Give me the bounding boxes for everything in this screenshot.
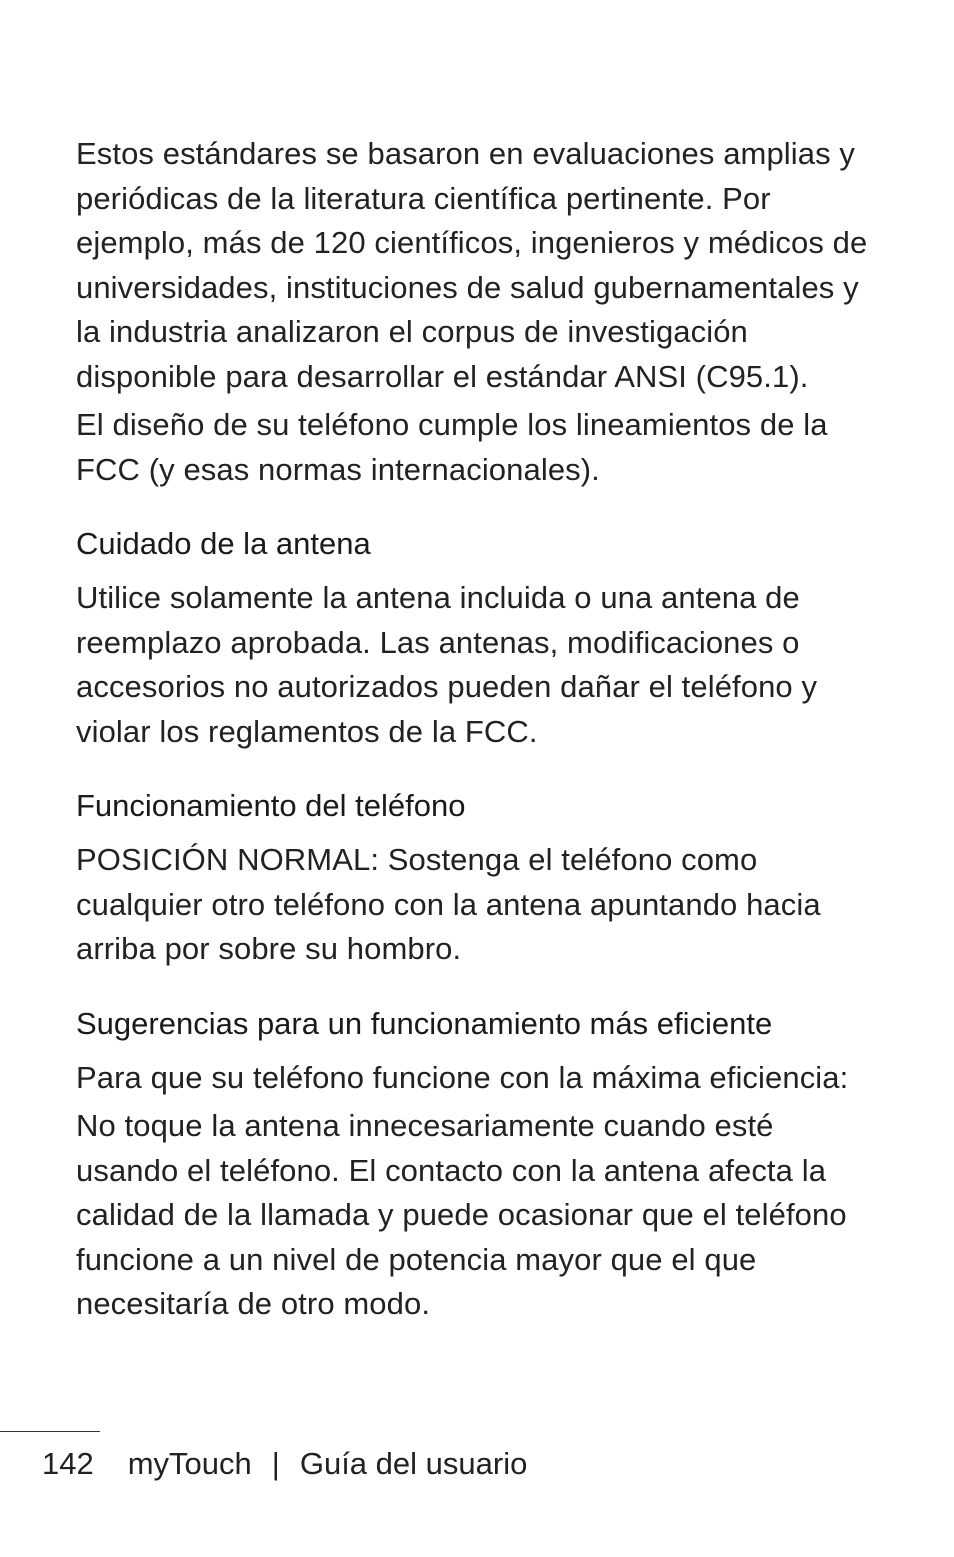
page-content <box>76 132 876 1331</box>
page-footer <box>42 1442 527 1486</box>
footer-guide-title: Guía del usuario <box>299 1446 528 1481</box>
paragraph-efficiency-intro: Para que su teléfono funcione con la máxima eficiencia: <box>76 1059 849 1095</box>
footer-separator: | <box>271 1446 280 1481</box>
paragraph-antenna-touch: No toque la antena innecesariamente cuando esté usando el teléfono. El contacto con la antena afecta la calidad de la llamada y puede ocasionar que el teléfono funcione a un nivel de potencia mayor que el que necesitaría de otro modo. <box>76 1108 847 1321</box>
footer-product: myTouch <box>127 1446 252 1481</box>
paragraph-fcc-compliance: El diseño de su teléfono cumple los lineamientos de la FCC (y esas normas internacionales). <box>76 407 828 487</box>
paragraph-standards: Estos estándares se basaron en evaluaciones amplias y periódicas de la literatura científica pertinente. Por ejemplo, más de 120 científicos, ingenieros y médicos de universidades, instituciones de salud gubernamentales y la industria analizaron el corpus de investigación disponible para desarrollar el estándar ANSI (C95.1). <box>76 136 868 394</box>
heading-antenna-care: Cuidado de la antena <box>76 526 371 561</box>
heading-efficiency-tips: Sugerencias para un funcionamiento más eficiente <box>76 1005 773 1041</box>
page-number: 142 <box>42 1446 94 1481</box>
heading-phone-operation: Funcionamiento del teléfono <box>76 788 466 823</box>
paragraph-normal-position: POSICIÓN NORMAL: Sostenga el teléfono como cualquier otro teléfono con la antena apuntando hacia arriba por sobre su hombro. <box>76 842 821 966</box>
footer-rule <box>0 1431 100 1432</box>
paragraph-antenna-care: Utilice solamente la antena incluida o una antena de reemplazo aprobada. Las antenas, modificaciones o accesorios no autorizados pueden dañar el teléfono y violar los reglamentos de la FCC. <box>76 580 818 749</box>
